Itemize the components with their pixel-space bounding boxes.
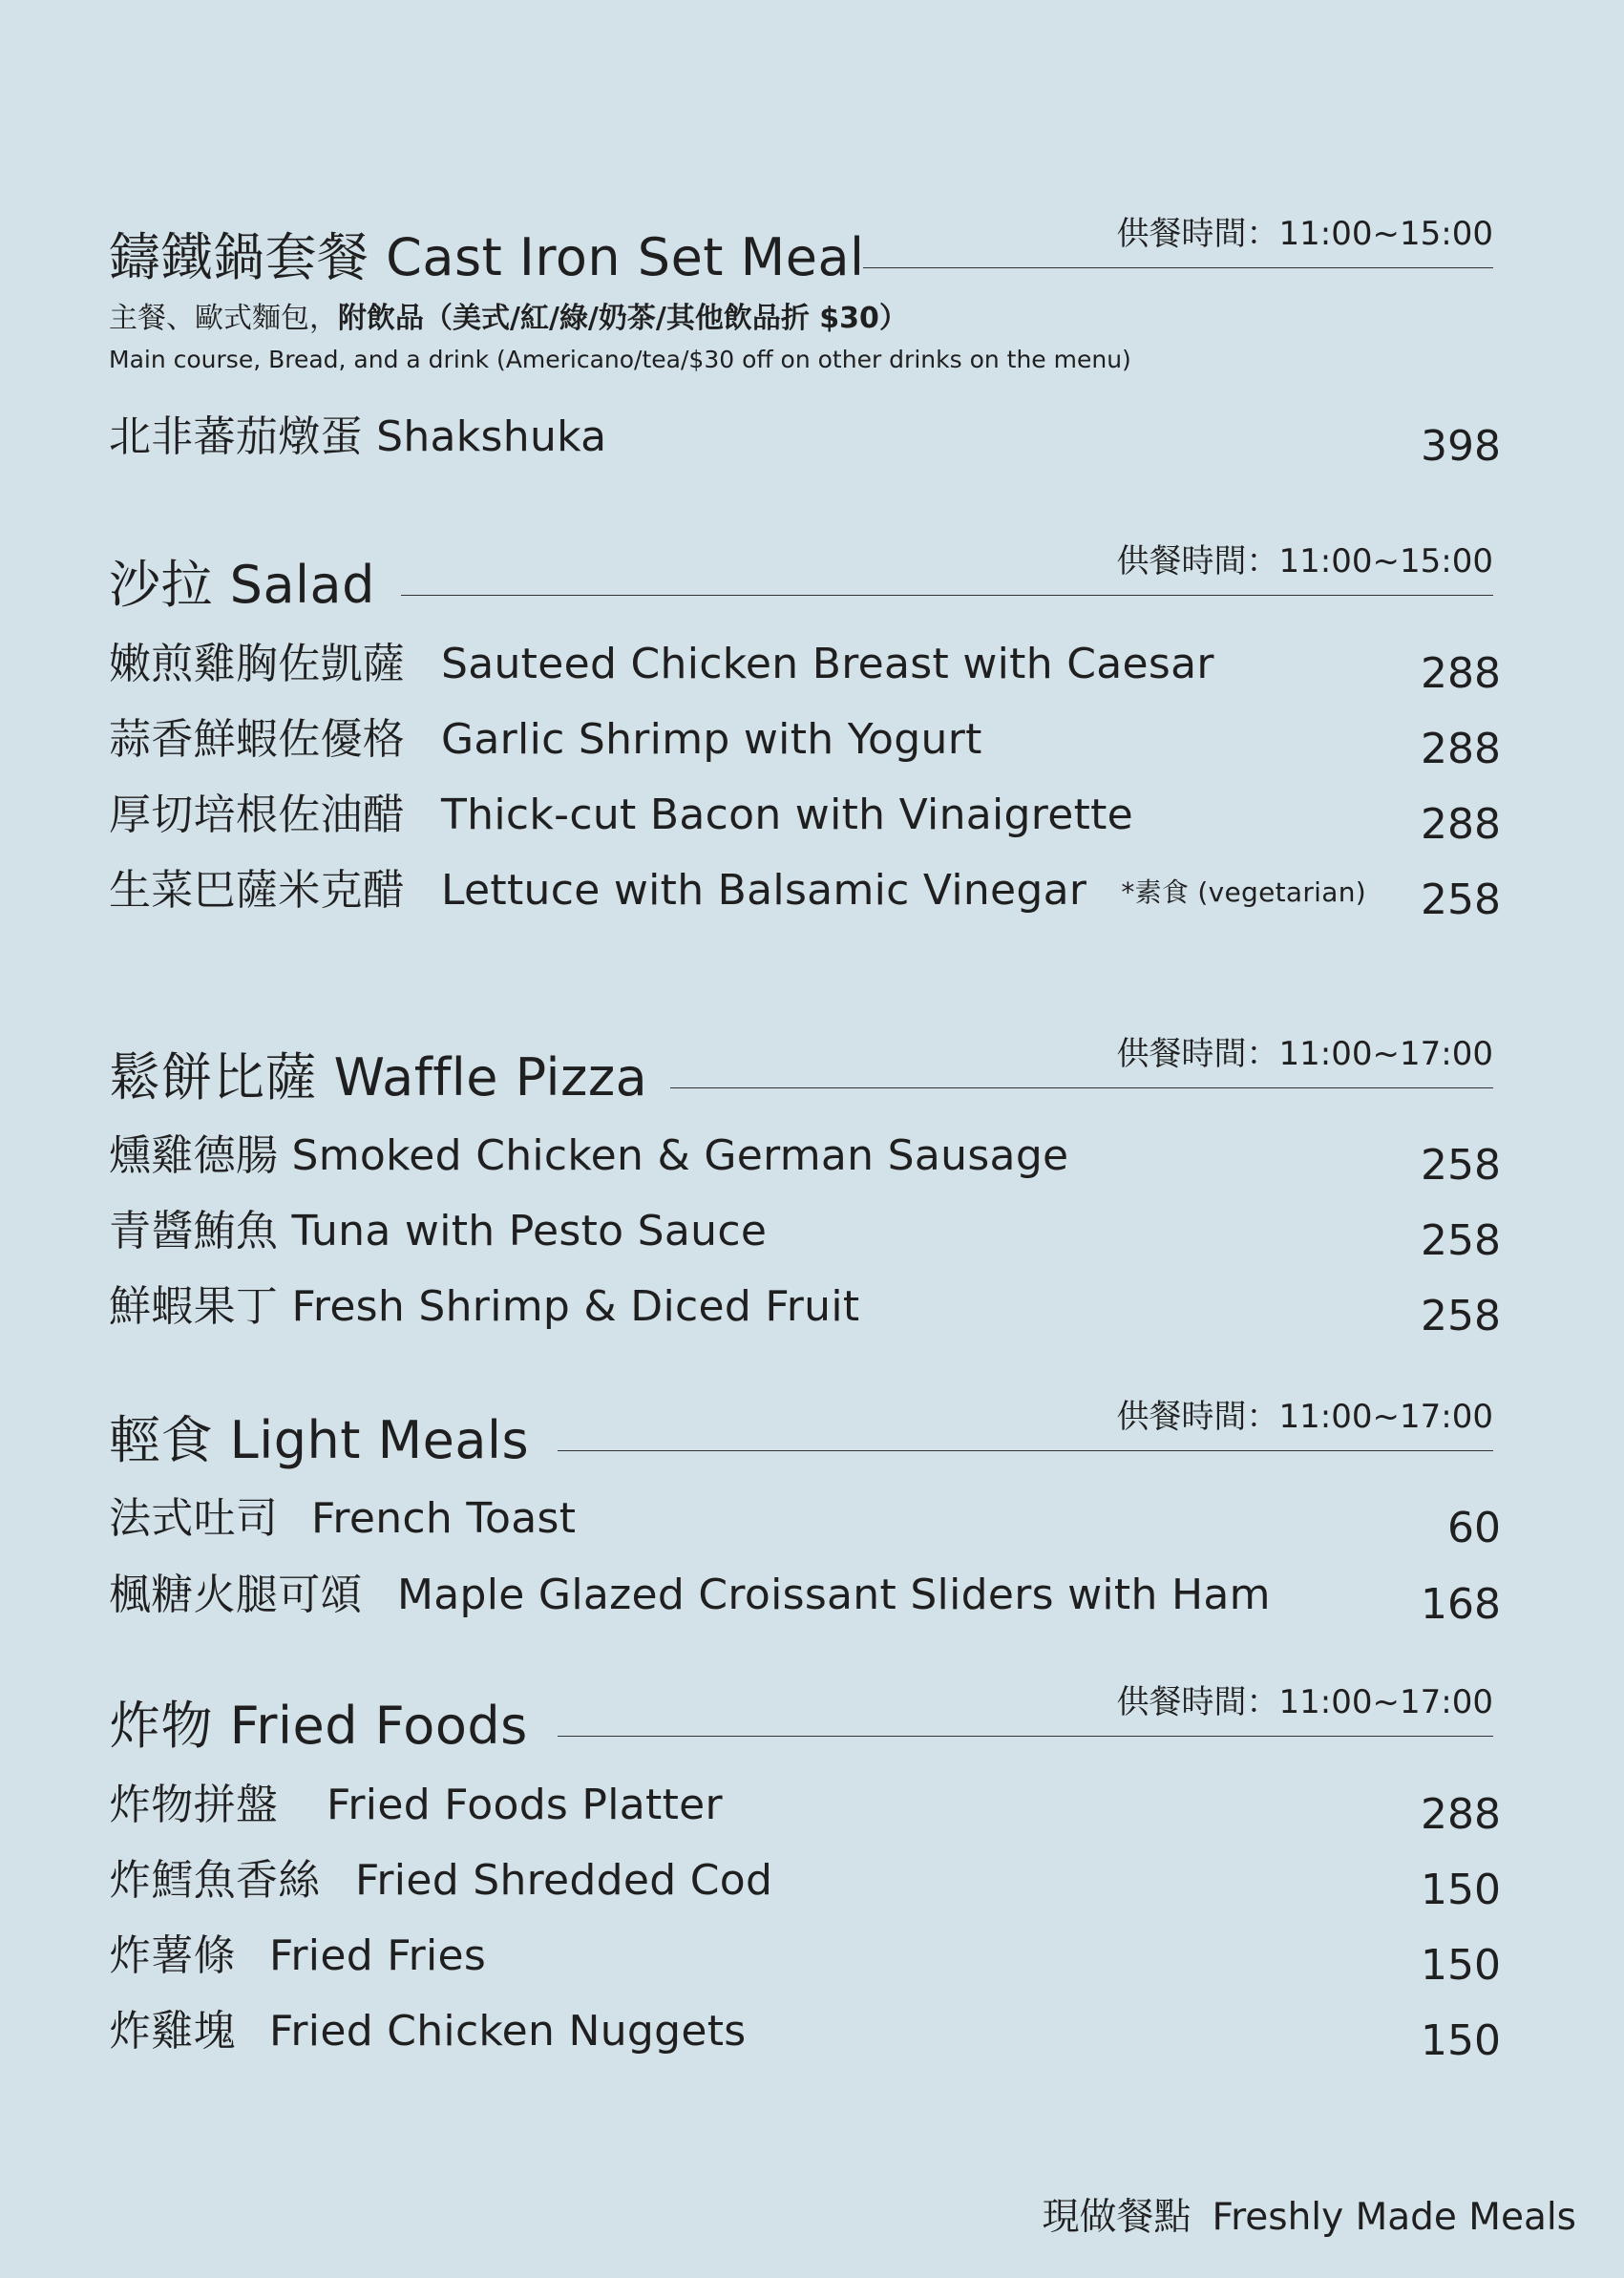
section-header: [109, 1683, 1493, 1760]
item-price: 288: [1421, 649, 1501, 698]
menu-item: [109, 1128, 1501, 1190]
menu-item: [109, 409, 1501, 471]
menu-item: [109, 1777, 1501, 1839]
menu-item: [109, 787, 1501, 849]
menu-item: [109, 1490, 1501, 1552]
menu-item: [109, 2003, 1501, 2065]
set-meal-note-zh: 主餐、歐式麵包，附飲品（美式/紅/綠/奶茶/其他飲品折 $30）: [109, 302, 908, 335]
menu-item: [109, 862, 1501, 924]
section-title: 鬆餅比薩 Waffle Pizza: [109, 1047, 648, 1107]
item-price: 258: [1421, 1292, 1501, 1340]
section-title: 炸物 Fried Foods: [109, 1696, 528, 1756]
item-name-zh: 炸物拼盤: [109, 1781, 279, 1829]
menu-item: [109, 1928, 1501, 1990]
menu-item: [109, 1567, 1501, 1629]
section-header: [109, 215, 1493, 291]
section-title: 沙拉 Salad: [109, 555, 375, 615]
menu-item: [109, 1852, 1501, 1914]
menu-item: [109, 1203, 1501, 1265]
item-name: 北非蕃茄燉蛋 Shakshuka: [109, 412, 607, 461]
footer-tagline: [1042, 2191, 1576, 2245]
item-price: 288: [1421, 1790, 1501, 1839]
item-name-zh: 嫩煎雞胸佐凱薩: [109, 640, 406, 688]
section-header: [109, 1035, 1493, 1111]
item-price: 398: [1421, 422, 1501, 471]
serving-hours: 供餐時間：11:00~15:00: [1116, 215, 1493, 253]
item-name-zh: 生菜巴薩米克醋: [109, 866, 406, 915]
menu-item: [109, 636, 1501, 698]
item-name-zh: 楓糖火腿可頌: [109, 1571, 363, 1619]
vegetarian-note: *素食 (vegetarian): [1121, 876, 1366, 908]
item-name-zh: 法式吐司: [109, 1494, 279, 1543]
item-price: 168: [1421, 1580, 1501, 1629]
item-name-zh: 蒜香鮮蝦佐優格: [109, 715, 406, 764]
item-price: 150: [1421, 1866, 1501, 1914]
item-name-en: Fried Shredded Cod: [355, 1856, 773, 1905]
serving-hours: 供餐時間：11:00~17:00: [1116, 1398, 1493, 1436]
item-name: 青醬鮪魚 Tuna with Pesto Sauce: [109, 1207, 768, 1255]
item-price: 60: [1447, 1504, 1501, 1552]
item-name-en: Maple Glazed Croissant Sliders with Ham: [397, 1571, 1271, 1619]
item-name-en: Fried Foods Platter: [327, 1781, 723, 1829]
item-name-en: Fried Chicken Nuggets: [269, 2007, 747, 2056]
item-name-zh: 炸鱈魚香絲: [109, 1856, 321, 1905]
item-name-en: Fried Fries: [269, 1931, 487, 1980]
item-price: 258: [1421, 875, 1501, 924]
menu-item: [109, 1278, 1501, 1340]
section-header: [109, 1398, 1493, 1474]
section-divider: [558, 1450, 1493, 1451]
item-name: 燻雞德腸 Smoked Chicken & German Sausage: [109, 1131, 1069, 1180]
footer-en: Freshly Made Meals: [1212, 2196, 1576, 2239]
set-meal-note-en: Main course, Bread, and a drink (Americano/tea/$30 off on other drinks on the menu): [109, 346, 1131, 373]
footer-zh: 現做餐點: [1042, 2196, 1192, 2239]
item-price: 150: [1421, 1941, 1501, 1990]
item-price: 150: [1421, 2016, 1501, 2065]
section-title: 輕食 Light Meals: [109, 1410, 530, 1470]
item-name-zh: 炸雞塊: [109, 2007, 236, 2056]
item-price: 258: [1421, 1141, 1501, 1190]
item-name-en: Thick-cut Bacon with Vinaigrette: [441, 791, 1134, 839]
item-name-en: French Toast: [311, 1494, 577, 1543]
item-name-en: Lettuce with Balsamic Vinegar: [441, 866, 1087, 915]
section-header: [109, 542, 1493, 619]
section-divider: [670, 1087, 1493, 1088]
item-price: 288: [1421, 800, 1501, 849]
item-name-en: Sauteed Chicken Breast with Caesar: [441, 640, 1214, 688]
serving-hours: 供餐時間：11:00~17:00: [1116, 1035, 1493, 1073]
item-name: 鮮蝦果丁 Fresh Shrimp & Diced Fruit: [109, 1282, 860, 1331]
section-divider: [558, 1736, 1493, 1737]
section-divider: [401, 595, 1493, 596]
item-price: 258: [1421, 1216, 1501, 1265]
menu-item: [109, 711, 1501, 773]
serving-hours: 供餐時間：11:00~15:00: [1116, 542, 1493, 580]
section-title: 鑄鐵鍋套餐 Cast Iron Set Meal: [109, 227, 865, 287]
item-name-zh: 炸薯條: [109, 1931, 236, 1980]
item-name-zh: 厚切培根佐油醋: [109, 791, 406, 839]
item-price: 288: [1421, 725, 1501, 773]
section-divider: [863, 267, 1493, 268]
serving-hours: 供餐時間：11:00~17:00: [1116, 1683, 1493, 1721]
item-name-en: Garlic Shrimp with Yogurt: [441, 715, 982, 764]
